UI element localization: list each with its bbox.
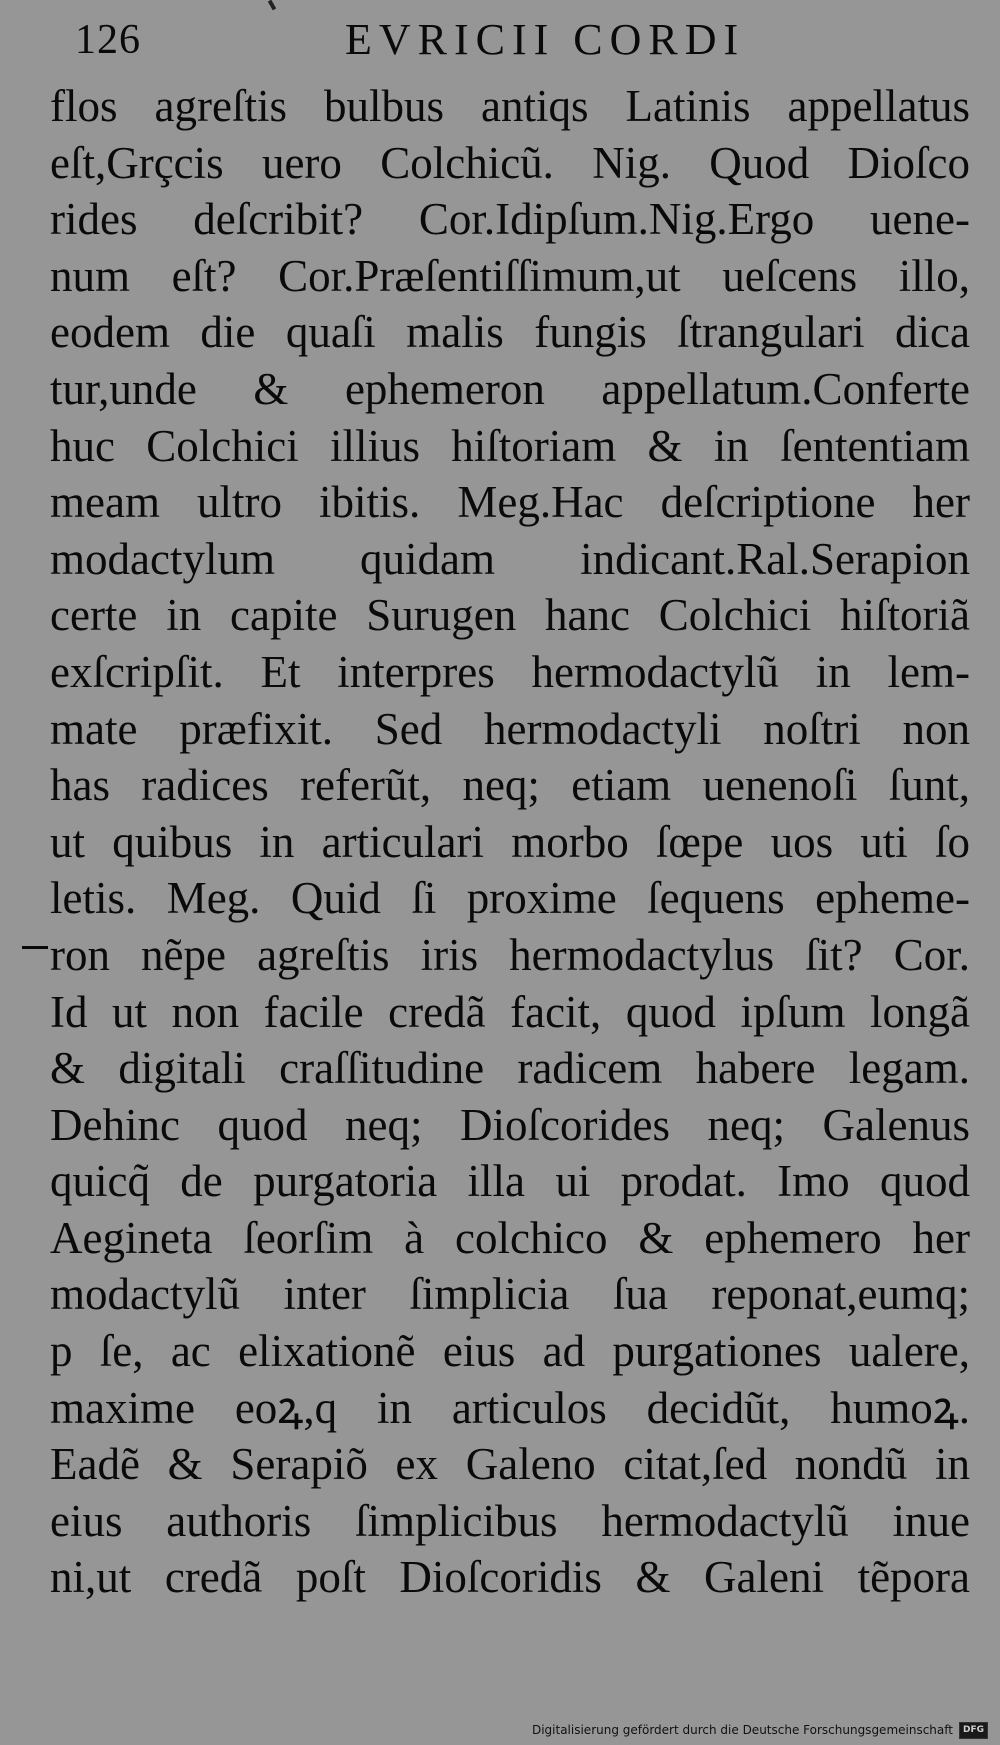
margin-dash (22, 946, 48, 949)
text-line: has radices referũt, neq; etiam uenenoſi ſunt, (50, 760, 970, 811)
page-number: 126 (75, 17, 141, 63)
text-line: eius authoris ſimplicibus hermodactylũ inue (50, 1495, 970, 1546)
text-line: flos agreſtis bulbus antiqs Latinis appellatus (50, 81, 970, 131)
text-line: num eſt? Cor.Præſentiſſimum,ut ueſcens illo, (50, 250, 970, 301)
text-line: p ſe, ac elixationẽ eius ad purgationes ualere, (50, 1326, 970, 1377)
text-line: exſcripſit. Et interpres hermodactylũ in lem- (50, 646, 970, 697)
text-line: ni,ut credã poſt Dioſcoridis & Galeni tẽpora (50, 1552, 970, 1603)
text-line: Aegineta ſeorſim à colchico & ephemero her (50, 1212, 970, 1263)
body-text (50, 78, 970, 1606)
text-line: letis. Meg. Quid ſi proxime ſequens epheme- (50, 873, 970, 924)
scan-mark (268, 0, 276, 10)
text-line: Id ut non facile credã facit, quod ipſum longã (50, 986, 970, 1037)
footer-credit: Digitalisierung gefördert durch die Deutsche Forschungsgemeinschaft (531, 1723, 953, 1737)
running-head: EVRICII CORDI (345, 15, 746, 64)
text-line: tur,unde & ephemeron appellatum.Conferte (50, 363, 970, 414)
text-line: quicq̃ de purgatoria illa ui prodat. Imo quod (50, 1156, 970, 1207)
text-line: Eadẽ & Serapiõ ex Galeno citat,ſed nondũ in (50, 1439, 970, 1490)
text-line: ut quibus in articulari morbo ſœpe uos uti ſo (50, 816, 970, 867)
text-line: rides deſcribit? Cor.Idipſum.Nig.Ergo uene- (50, 194, 970, 245)
digitization-footer (532, 1721, 988, 1739)
text-line: eſt,Grçcis uero Colchicũ. Nig. Quod Dioſco (50, 137, 970, 188)
text-line: mate præfixit. Sed hermodactyli noſtri non (50, 703, 970, 754)
text-line: eodem die quaſi malis fungis ſtrangulari dica (50, 307, 970, 358)
text-line: meam ultro ibitis. Meg.Hac deſcriptione her (50, 477, 970, 528)
text-line: ron nẽpe agreſtis iris hermodactylus ſit? Cor. (50, 929, 970, 980)
text-line: modactylum quidam indicant.Ral.Serapion (50, 533, 970, 584)
text-line: certe in capite Surugen hanc Colchici hiſtoriã (50, 590, 970, 641)
text-line: & digitali craſſitudine radicem habere legam. (50, 1043, 970, 1094)
text-line: huc Colchici illius hiſtoriam & in ſententiam (50, 420, 970, 471)
dfg-logo-icon: DFG (959, 1722, 988, 1739)
text-line: maxime eoꝝ,q in articulos decidũt, humoꝝ. (50, 1382, 970, 1433)
text-line: modactylũ inter ſimplicia ſua reponat,eumq; (50, 1269, 970, 1320)
page-header (75, 10, 935, 70)
text-line: Dehinc quod neq; Dioſcorides neq; Galenus (50, 1099, 970, 1150)
